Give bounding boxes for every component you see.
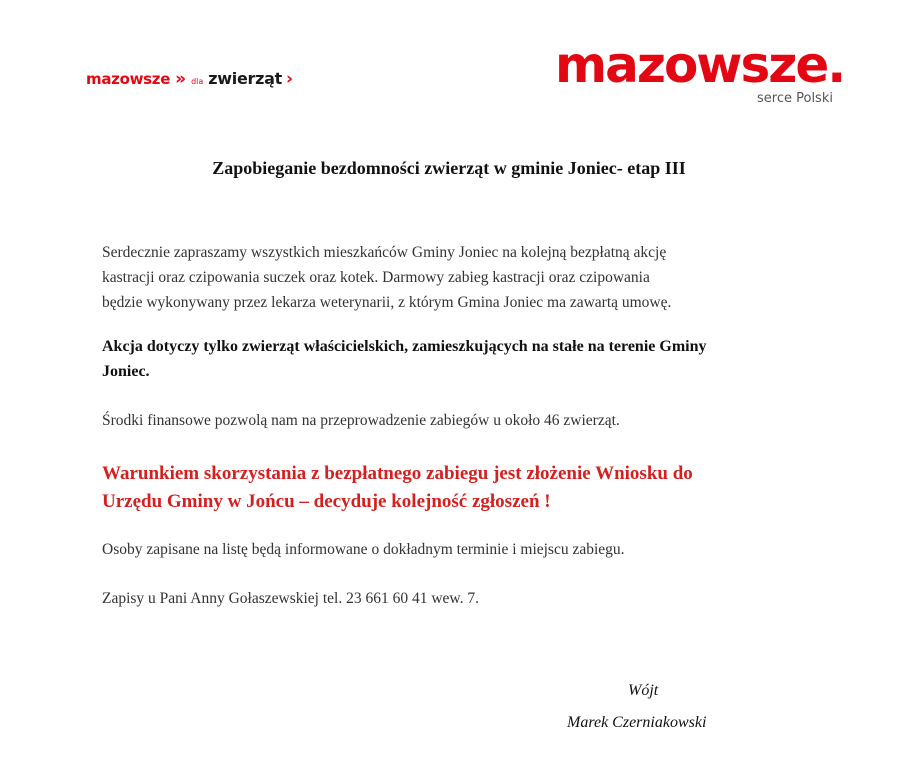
paragraph-registration: [102, 586, 802, 611]
big-logo-tagline: serce Polski: [757, 91, 833, 106]
paragraph-funding: [102, 408, 802, 433]
mazowsze-dla-zwierzat-logo: [86, 69, 293, 89]
small-logo-dla: dla: [191, 77, 204, 86]
invitation-line-2: kastracji oraz czipowania suczek oraz kotek. Darmowy zabieg kastracji oraz czipowania: [102, 269, 650, 286]
invitation-line-1: Serdecznie zapraszamy wszystkich mieszkańców Gminy Joniec na kolejną bezpłatną akcję: [102, 244, 667, 261]
invitation-line-3: będzie wykonywany przez lekarza weterynarii, z którym Gmina Joniec ma zawartą umowę.: [102, 294, 672, 311]
double-chevron-icon: »: [175, 69, 187, 89]
signature-name: Marek Czerniakowski: [567, 714, 707, 731]
chevron-right-icon: ›: [285, 69, 293, 89]
paragraph-notification: [102, 537, 802, 562]
requirement-line-2: Urzędu Gminy w Jońcu – decyduje kolejność zgłoszeń !: [102, 491, 551, 512]
funding-line: Środki finansowe pozwolą nam na przeprowadzenie zabiegów u około 46 zwierząt.: [102, 412, 620, 429]
mazowsze-serce-polski-logo: [555, 36, 865, 114]
paragraph-invitation: [102, 240, 802, 315]
registration-line: Zapisy u Pani Anny Gołaszewskiej tel. 23 661 60 41 wew. 7.: [102, 590, 479, 607]
small-logo-zwierzat: zwierząt: [208, 69, 282, 88]
paragraph-requirement: [102, 460, 802, 516]
big-logo-brand: mazowsze.: [555, 36, 845, 94]
requirement-line-1: Warunkiem skorzystania z bezpłatnego zabiegu jest złożenie Wniosku do: [102, 463, 693, 484]
paragraph-eligibility: [102, 334, 802, 384]
eligibility-line-2: Joniec.: [102, 363, 150, 380]
signature-role: Wójt: [628, 682, 659, 699]
notification-line: Osoby zapisane na listę będą informowane o dokładnym terminie i miejscu zabiegu.: [102, 541, 625, 558]
document-title: Zapobieganie bezdomności zwierząt w gminie Joniec- etap III: [212, 158, 686, 178]
small-logo-brand: mazowsze: [86, 70, 171, 88]
eligibility-line-1: Akcja dotyczy tylko zwierząt właścicielskich, zamieszkujących na stałe na terenie Gminy: [102, 338, 707, 355]
